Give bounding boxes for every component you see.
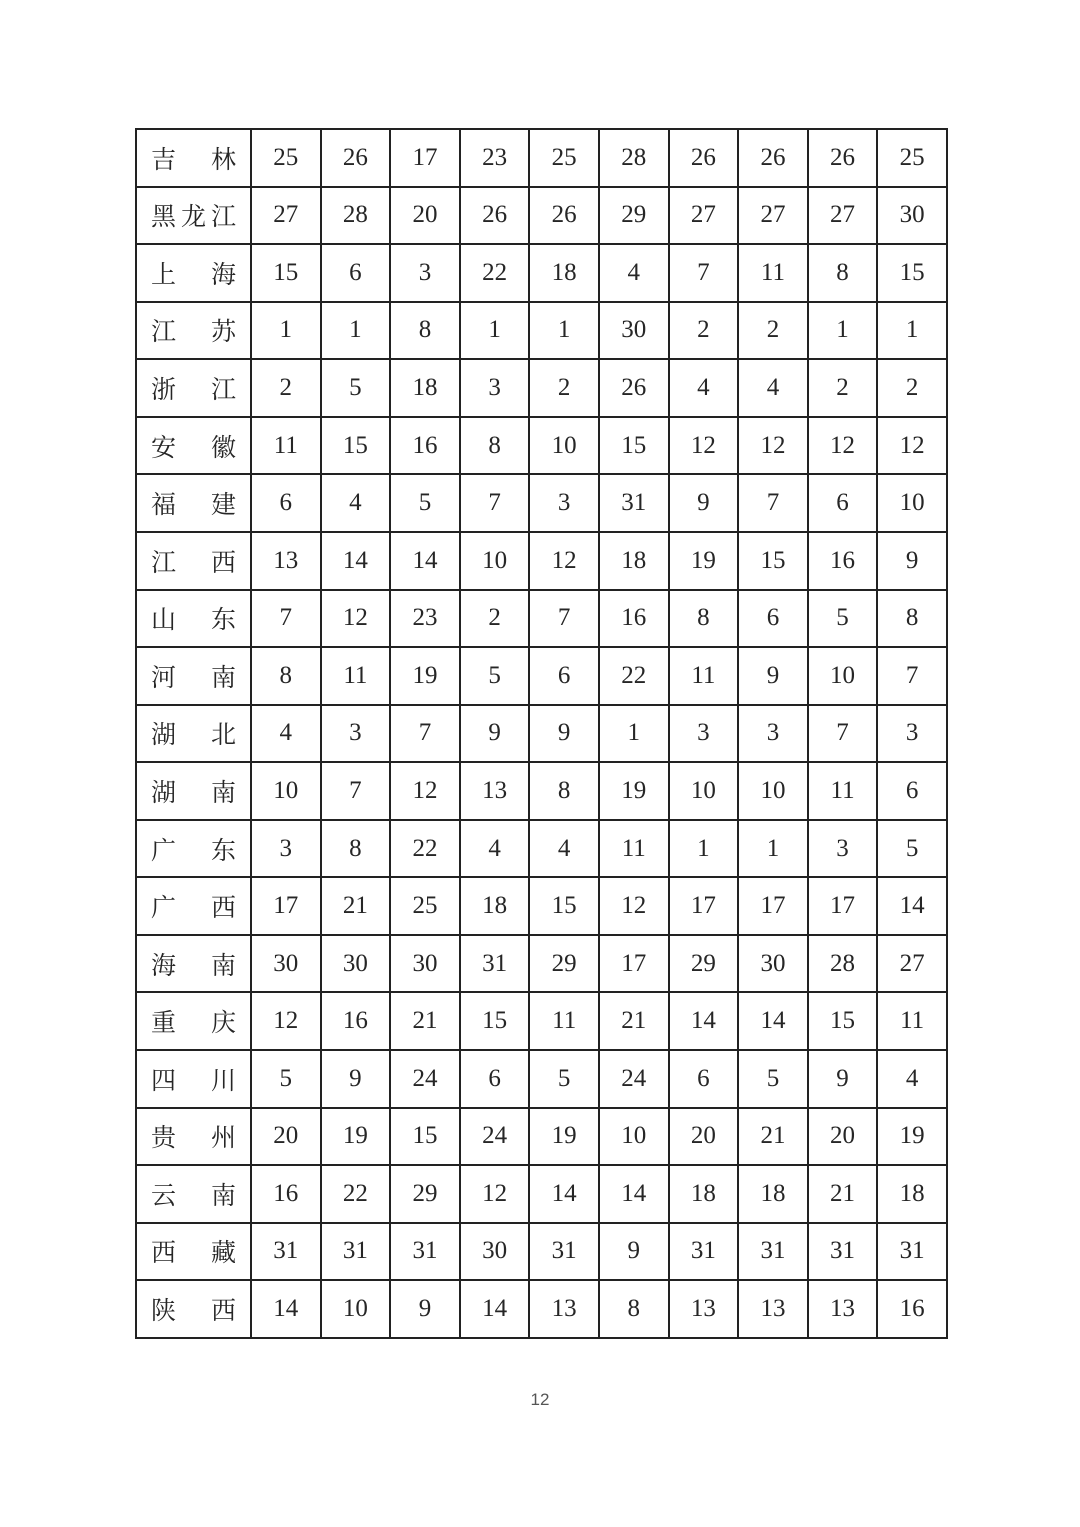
rank-cell: 8	[460, 417, 530, 475]
rank-cell: 4	[738, 359, 808, 417]
rank-cell: 28	[599, 129, 669, 187]
rank-cell: 6	[669, 1050, 739, 1108]
table-row	[136, 532, 947, 590]
rank-cell: 12	[877, 417, 947, 475]
rank-cell: 29	[669, 935, 739, 993]
rank-cell: 1	[738, 820, 808, 878]
table-row	[136, 1280, 947, 1338]
rank-cell: 14	[460, 1280, 530, 1338]
rank-cell: 1	[808, 302, 878, 360]
rank-cell: 9	[669, 474, 739, 532]
rank-cell: 15	[877, 244, 947, 302]
province-name-cell: 上海	[136, 244, 251, 302]
rank-cell: 14	[321, 532, 391, 590]
rank-cell: 13	[669, 1280, 739, 1338]
rank-cell: 18	[460, 877, 530, 935]
rank-cell: 2	[460, 590, 530, 648]
rank-cell: 31	[877, 1223, 947, 1281]
rank-cell: 13	[251, 532, 321, 590]
rank-cell: 20	[669, 1108, 739, 1166]
rank-cell: 13	[738, 1280, 808, 1338]
rank-cell: 19	[877, 1108, 947, 1166]
rank-cell: 21	[390, 992, 460, 1050]
rank-cell: 3	[321, 705, 391, 763]
rank-cell: 26	[808, 129, 878, 187]
rank-cell: 17	[738, 877, 808, 935]
rank-cell: 31	[460, 935, 530, 993]
rank-cell: 24	[460, 1108, 530, 1166]
rank-cell: 13	[460, 762, 530, 820]
province-name-cell: 陕西	[136, 1280, 251, 1338]
rank-cell: 21	[599, 992, 669, 1050]
rank-cell: 14	[529, 1165, 599, 1223]
province-name-cell: 安徽	[136, 417, 251, 475]
rank-cell: 12	[738, 417, 808, 475]
rank-cell: 8	[529, 762, 599, 820]
rank-cell: 24	[390, 1050, 460, 1108]
rank-cell: 4	[460, 820, 530, 878]
province-name-cell: 河南	[136, 647, 251, 705]
rank-cell: 15	[460, 992, 530, 1050]
rank-cell: 31	[669, 1223, 739, 1281]
rank-cell: 2	[669, 302, 739, 360]
table-row	[136, 417, 947, 475]
rank-cell: 19	[599, 762, 669, 820]
table-row	[136, 705, 947, 763]
rank-cell: 15	[599, 417, 669, 475]
rank-cell: 14	[599, 1165, 669, 1223]
rank-cell: 26	[669, 129, 739, 187]
rank-cell: 12	[321, 590, 391, 648]
rank-cell: 9	[529, 705, 599, 763]
rank-cell: 31	[251, 1223, 321, 1281]
rank-cell: 12	[599, 877, 669, 935]
province-name-cell: 福建	[136, 474, 251, 532]
rank-cell: 14	[390, 532, 460, 590]
province-name-cell: 四川	[136, 1050, 251, 1108]
rank-cell: 2	[738, 302, 808, 360]
rank-cell: 9	[321, 1050, 391, 1108]
rank-cell: 9	[599, 1223, 669, 1281]
rank-cell: 7	[390, 705, 460, 763]
rank-cell: 14	[251, 1280, 321, 1338]
rank-cell: 21	[738, 1108, 808, 1166]
rank-cell: 11	[529, 992, 599, 1050]
rank-cell: 16	[321, 992, 391, 1050]
rank-cell: 24	[599, 1050, 669, 1108]
rank-cell: 1	[321, 302, 391, 360]
rank-cell: 7	[808, 705, 878, 763]
rank-cell: 2	[251, 359, 321, 417]
rank-cell: 9	[390, 1280, 460, 1338]
table-row	[136, 302, 947, 360]
province-rank-table	[135, 128, 948, 1339]
rank-cell: 14	[738, 992, 808, 1050]
rank-cell: 6	[877, 762, 947, 820]
rank-cell: 12	[251, 992, 321, 1050]
rank-cell: 2	[808, 359, 878, 417]
rank-cell: 10	[251, 762, 321, 820]
rank-cell: 17	[808, 877, 878, 935]
province-name-cell: 黑龙江	[136, 187, 251, 245]
province-name-cell: 江苏	[136, 302, 251, 360]
rank-cell: 12	[460, 1165, 530, 1223]
rank-cell: 15	[529, 877, 599, 935]
rank-cell: 9	[738, 647, 808, 705]
rank-cell: 2	[877, 359, 947, 417]
rank-cell: 3	[669, 705, 739, 763]
rank-cell: 18	[390, 359, 460, 417]
rank-cell: 31	[390, 1223, 460, 1281]
province-name-cell: 山东	[136, 590, 251, 648]
rank-cell: 10	[529, 417, 599, 475]
rank-cell: 1	[460, 302, 530, 360]
rank-cell: 5	[460, 647, 530, 705]
province-name-cell: 广西	[136, 877, 251, 935]
rank-cell: 4	[669, 359, 739, 417]
rank-cell: 9	[877, 532, 947, 590]
rank-cell: 27	[877, 935, 947, 993]
rank-cell: 31	[529, 1223, 599, 1281]
rank-cell: 16	[877, 1280, 947, 1338]
rank-cell: 2	[529, 359, 599, 417]
page-number: 12	[530, 1390, 550, 1409]
rank-cell: 6	[738, 590, 808, 648]
rank-cell: 26	[460, 187, 530, 245]
rank-cell: 20	[390, 187, 460, 245]
rank-cell: 12	[669, 417, 739, 475]
rank-cell: 18	[877, 1165, 947, 1223]
rank-cell: 10	[321, 1280, 391, 1338]
rank-cell: 25	[529, 129, 599, 187]
rank-cell: 5	[251, 1050, 321, 1108]
rank-cell: 15	[321, 417, 391, 475]
rank-cell: 7	[251, 590, 321, 648]
rank-cell: 3	[529, 474, 599, 532]
rank-cell: 15	[390, 1108, 460, 1166]
rank-cell: 11	[808, 762, 878, 820]
rank-cell: 30	[599, 302, 669, 360]
rank-cell: 25	[877, 129, 947, 187]
rank-cell: 17	[251, 877, 321, 935]
rank-cell: 16	[251, 1165, 321, 1223]
rank-cell: 13	[808, 1280, 878, 1338]
rank-cell: 28	[808, 935, 878, 993]
rank-cell: 7	[738, 474, 808, 532]
rank-cell: 4	[877, 1050, 947, 1108]
rank-cell: 11	[877, 992, 947, 1050]
rank-cell: 5	[390, 474, 460, 532]
rank-cell: 8	[669, 590, 739, 648]
rank-cell: 12	[808, 417, 878, 475]
rank-cell: 6	[529, 647, 599, 705]
rank-cell: 11	[599, 820, 669, 878]
rank-cell: 3	[251, 820, 321, 878]
rank-cell: 19	[669, 532, 739, 590]
table-row	[136, 129, 947, 187]
rank-cell: 3	[460, 359, 530, 417]
table-row	[136, 762, 947, 820]
rank-cell: 31	[808, 1223, 878, 1281]
rank-cell: 18	[599, 532, 669, 590]
rank-cell: 22	[599, 647, 669, 705]
rank-cell: 10	[808, 647, 878, 705]
rank-cell: 15	[251, 244, 321, 302]
rank-cell: 19	[390, 647, 460, 705]
rank-cell: 12	[390, 762, 460, 820]
rank-cell: 4	[599, 244, 669, 302]
rank-cell: 15	[808, 992, 878, 1050]
rank-cell: 11	[738, 244, 808, 302]
rank-cell: 26	[321, 129, 391, 187]
rank-cell: 4	[529, 820, 599, 878]
table-row	[136, 1050, 947, 1108]
rank-cell: 15	[738, 532, 808, 590]
rank-cell: 30	[738, 935, 808, 993]
table-row	[136, 647, 947, 705]
table-row	[136, 1223, 947, 1281]
rank-cell: 6	[251, 474, 321, 532]
rank-cell: 25	[390, 877, 460, 935]
province-name-cell: 江西	[136, 532, 251, 590]
rank-cell: 14	[669, 992, 739, 1050]
table-row	[136, 590, 947, 648]
rank-cell: 5	[321, 359, 391, 417]
rank-cell: 29	[529, 935, 599, 993]
rank-cell: 27	[251, 187, 321, 245]
rank-cell: 18	[738, 1165, 808, 1223]
rank-cell: 17	[669, 877, 739, 935]
table-row	[136, 992, 947, 1050]
rank-cell: 8	[808, 244, 878, 302]
rank-cell: 6	[808, 474, 878, 532]
rank-cell: 4	[321, 474, 391, 532]
rank-cell: 20	[251, 1108, 321, 1166]
rank-cell: 3	[738, 705, 808, 763]
rank-cell: 8	[599, 1280, 669, 1338]
rank-cell: 21	[321, 877, 391, 935]
rank-cell: 17	[390, 129, 460, 187]
table-row	[136, 244, 947, 302]
rank-cell: 30	[877, 187, 947, 245]
rank-cell: 26	[738, 129, 808, 187]
rank-cell: 27	[808, 187, 878, 245]
table-row	[136, 474, 947, 532]
rank-cell: 8	[390, 302, 460, 360]
table-row	[136, 935, 947, 993]
rank-cell: 8	[321, 820, 391, 878]
province-name-cell: 重庆	[136, 992, 251, 1050]
rank-cell: 27	[669, 187, 739, 245]
rank-cell: 30	[251, 935, 321, 993]
table-row	[136, 877, 947, 935]
province-name-cell: 湖南	[136, 762, 251, 820]
table-row	[136, 359, 947, 417]
rank-cell: 21	[808, 1165, 878, 1223]
rank-cell: 3	[877, 705, 947, 763]
province-rank-table-body	[136, 129, 947, 1338]
rank-cell: 11	[321, 647, 391, 705]
rank-cell: 10	[669, 762, 739, 820]
table-row	[136, 187, 947, 245]
rank-cell: 5	[877, 820, 947, 878]
province-name-cell: 海南	[136, 935, 251, 993]
rank-cell: 22	[460, 244, 530, 302]
rank-cell: 31	[599, 474, 669, 532]
rank-cell: 30	[390, 935, 460, 993]
rank-cell: 13	[529, 1280, 599, 1338]
rank-cell: 8	[877, 590, 947, 648]
rank-cell: 10	[599, 1108, 669, 1166]
rank-cell: 6	[321, 244, 391, 302]
rank-cell: 26	[599, 359, 669, 417]
rank-cell: 12	[529, 532, 599, 590]
rank-cell: 16	[599, 590, 669, 648]
rank-cell: 7	[529, 590, 599, 648]
rank-cell: 4	[251, 705, 321, 763]
rank-cell: 9	[460, 705, 530, 763]
province-name-cell: 吉林	[136, 129, 251, 187]
rank-cell: 1	[251, 302, 321, 360]
rank-cell: 8	[251, 647, 321, 705]
province-name-cell: 广东	[136, 820, 251, 878]
rank-cell: 16	[390, 417, 460, 475]
rank-cell: 11	[669, 647, 739, 705]
rank-cell: 19	[529, 1108, 599, 1166]
rank-cell: 6	[460, 1050, 530, 1108]
rank-cell: 5	[738, 1050, 808, 1108]
rank-cell: 19	[321, 1108, 391, 1166]
province-name-cell: 湖北	[136, 705, 251, 763]
rank-cell: 26	[529, 187, 599, 245]
rank-cell: 1	[877, 302, 947, 360]
rank-cell: 1	[669, 820, 739, 878]
rank-cell: 5	[529, 1050, 599, 1108]
rank-cell: 7	[321, 762, 391, 820]
rank-cell: 10	[877, 474, 947, 532]
table-row	[136, 820, 947, 878]
rank-cell: 20	[808, 1108, 878, 1166]
rank-cell: 29	[390, 1165, 460, 1223]
rank-cell: 10	[460, 532, 530, 590]
province-name-cell: 贵州	[136, 1108, 251, 1166]
rank-cell: 17	[599, 935, 669, 993]
rank-cell: 5	[808, 590, 878, 648]
rank-cell: 25	[251, 129, 321, 187]
rank-cell: 9	[808, 1050, 878, 1108]
province-name-cell: 云南	[136, 1165, 251, 1223]
rank-cell: 7	[460, 474, 530, 532]
rank-cell: 27	[738, 187, 808, 245]
rank-cell: 10	[738, 762, 808, 820]
rank-cell: 7	[877, 647, 947, 705]
rank-cell: 1	[599, 705, 669, 763]
rank-cell: 3	[390, 244, 460, 302]
rank-cell: 7	[669, 244, 739, 302]
rank-cell: 23	[460, 129, 530, 187]
rank-cell: 31	[738, 1223, 808, 1281]
rank-cell: 3	[808, 820, 878, 878]
rank-cell: 1	[529, 302, 599, 360]
rank-cell: 22	[321, 1165, 391, 1223]
rank-cell: 29	[599, 187, 669, 245]
rank-cell: 23	[390, 590, 460, 648]
table-row	[136, 1108, 947, 1166]
rank-cell: 30	[321, 935, 391, 993]
rank-cell: 18	[529, 244, 599, 302]
rank-cell: 30	[460, 1223, 530, 1281]
rank-cell: 16	[808, 532, 878, 590]
rank-cell: 28	[321, 187, 391, 245]
province-name-cell: 浙江	[136, 359, 251, 417]
rank-cell: 14	[877, 877, 947, 935]
table-row	[136, 1165, 947, 1223]
province-name-cell: 西藏	[136, 1223, 251, 1281]
rank-cell: 22	[390, 820, 460, 878]
rank-cell: 11	[251, 417, 321, 475]
rank-cell: 31	[321, 1223, 391, 1281]
rank-cell: 18	[669, 1165, 739, 1223]
